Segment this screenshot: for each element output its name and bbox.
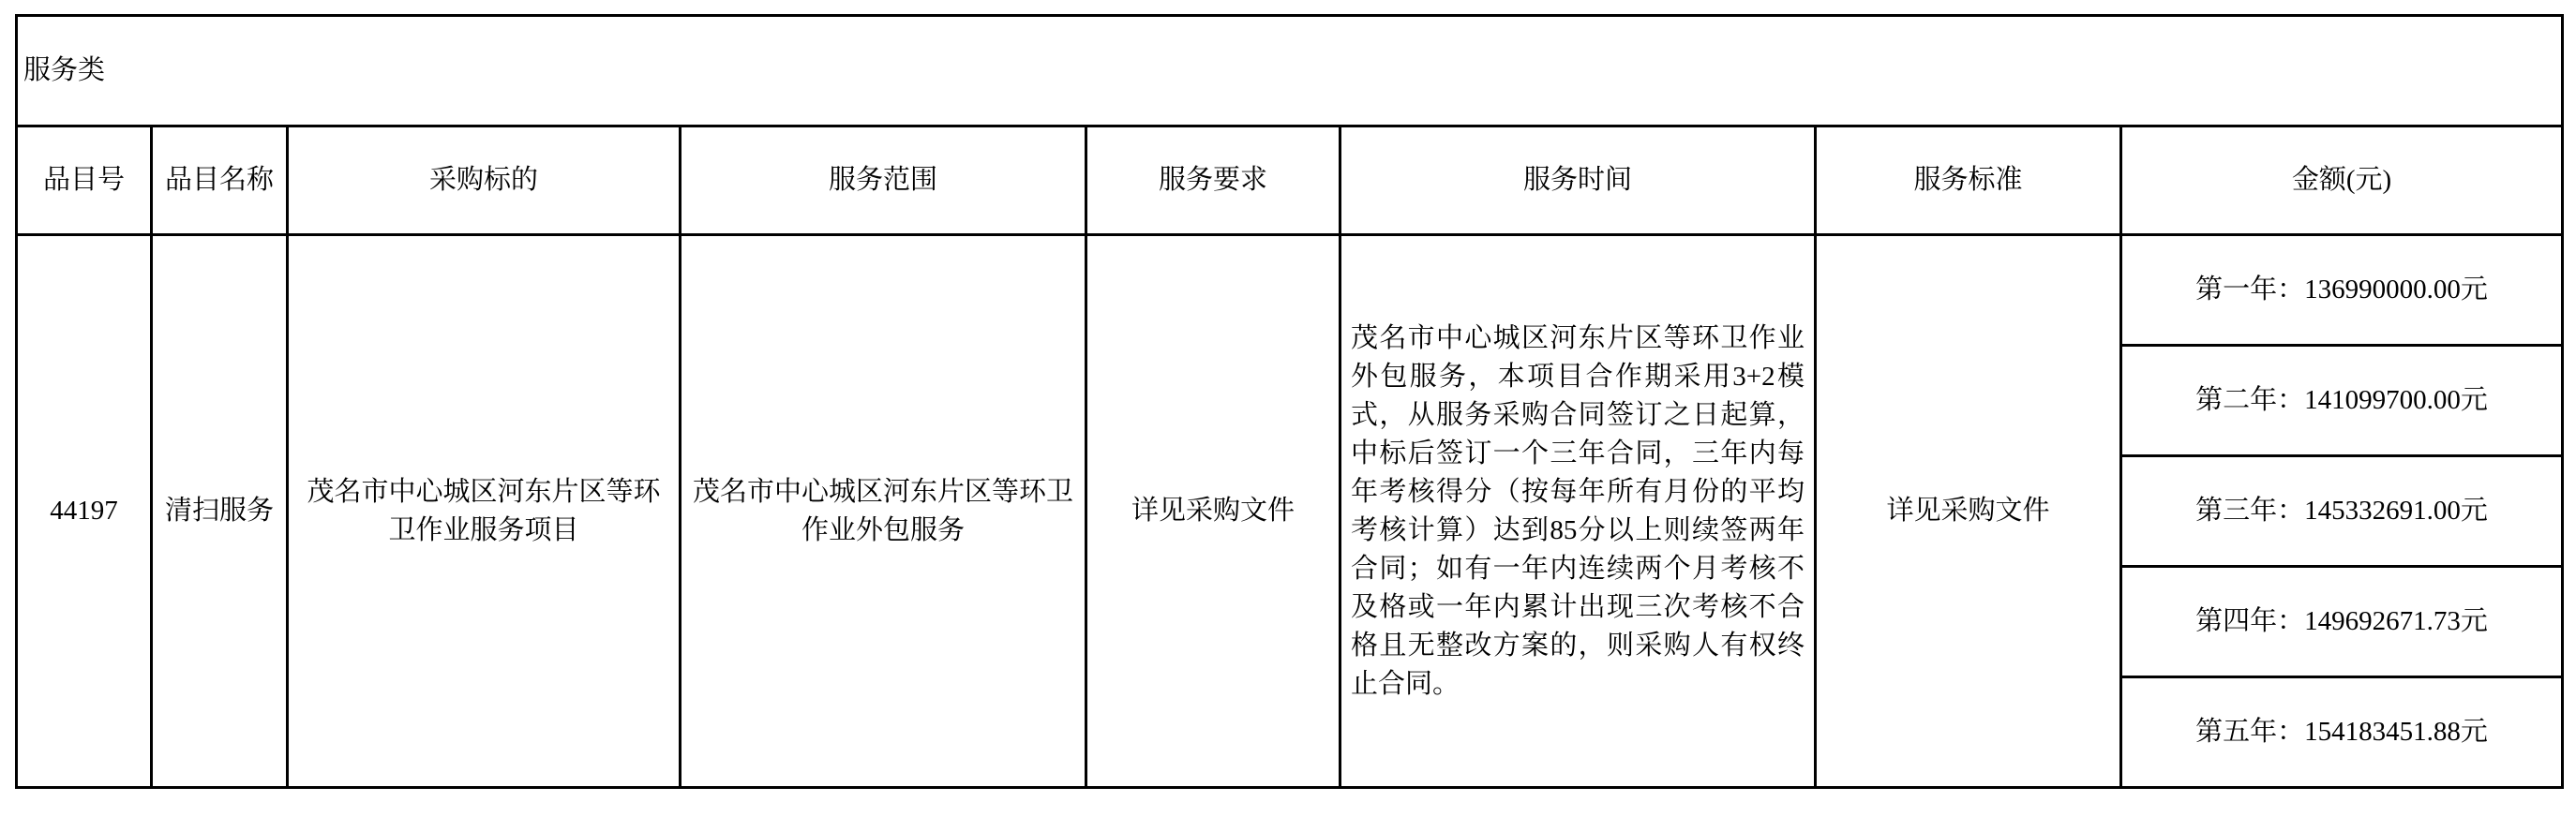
cell-service-requirements: 详见采购文件 [1086,235,1340,788]
cell-service-time: 茂名市中心城区河东片区等环卫作业外包服务，本项目合作期采用3+2模式，从服务采购合同签订之日起算，中标后签订一个三年合同，三年内每年考核得分（按每年所有月份的平均考核计算）达到85分以上则续签两年合同；如有一年内连续两个月考核不及格或一年内累计出现三次考核不合格且无整改方案的，则采购人有权终止合同。 [1340,235,1816,788]
cell-amount-year-1: 第一年：136990000.00元 [2121,235,2563,346]
cell-amount-year-3: 第三年：145332691.00元 [2121,456,2563,567]
col-header-service-scope: 服务范围 [681,126,1086,235]
cell-item-name: 清扫服务 [152,235,288,788]
col-header-service-time: 服务时间 [1340,126,1816,235]
cell-amount-year-4: 第四年：149692671.73元 [2121,567,2563,677]
col-header-item-name: 品目名称 [152,126,288,235]
cell-amount-year-5: 第五年：154183451.88元 [2121,677,2563,788]
header-row [17,126,2563,235]
col-header-service-requirements: 服务要求 [1086,126,1340,235]
cell-service-scope: 茂名市中心城区河东片区等环卫作业外包服务 [681,235,1086,788]
col-header-service-standard: 服务标准 [1816,126,2121,235]
data-row [17,235,2563,346]
cell-item-no: 44197 [17,235,152,788]
category-row [17,16,2563,126]
cell-procurement-target: 茂名市中心城区河东片区等环卫作业服务项目 [288,235,681,788]
category-label: 服务类 [17,16,2563,126]
cell-amount-year-2: 第二年：141099700.00元 [2121,346,2563,456]
service-category-table [15,14,2564,789]
col-header-amount: 金额(元) [2121,126,2563,235]
col-header-procurement-target: 采购标的 [288,126,681,235]
col-header-item-no: 品目号 [17,126,152,235]
cell-service-standard: 详见采购文件 [1816,235,2121,788]
